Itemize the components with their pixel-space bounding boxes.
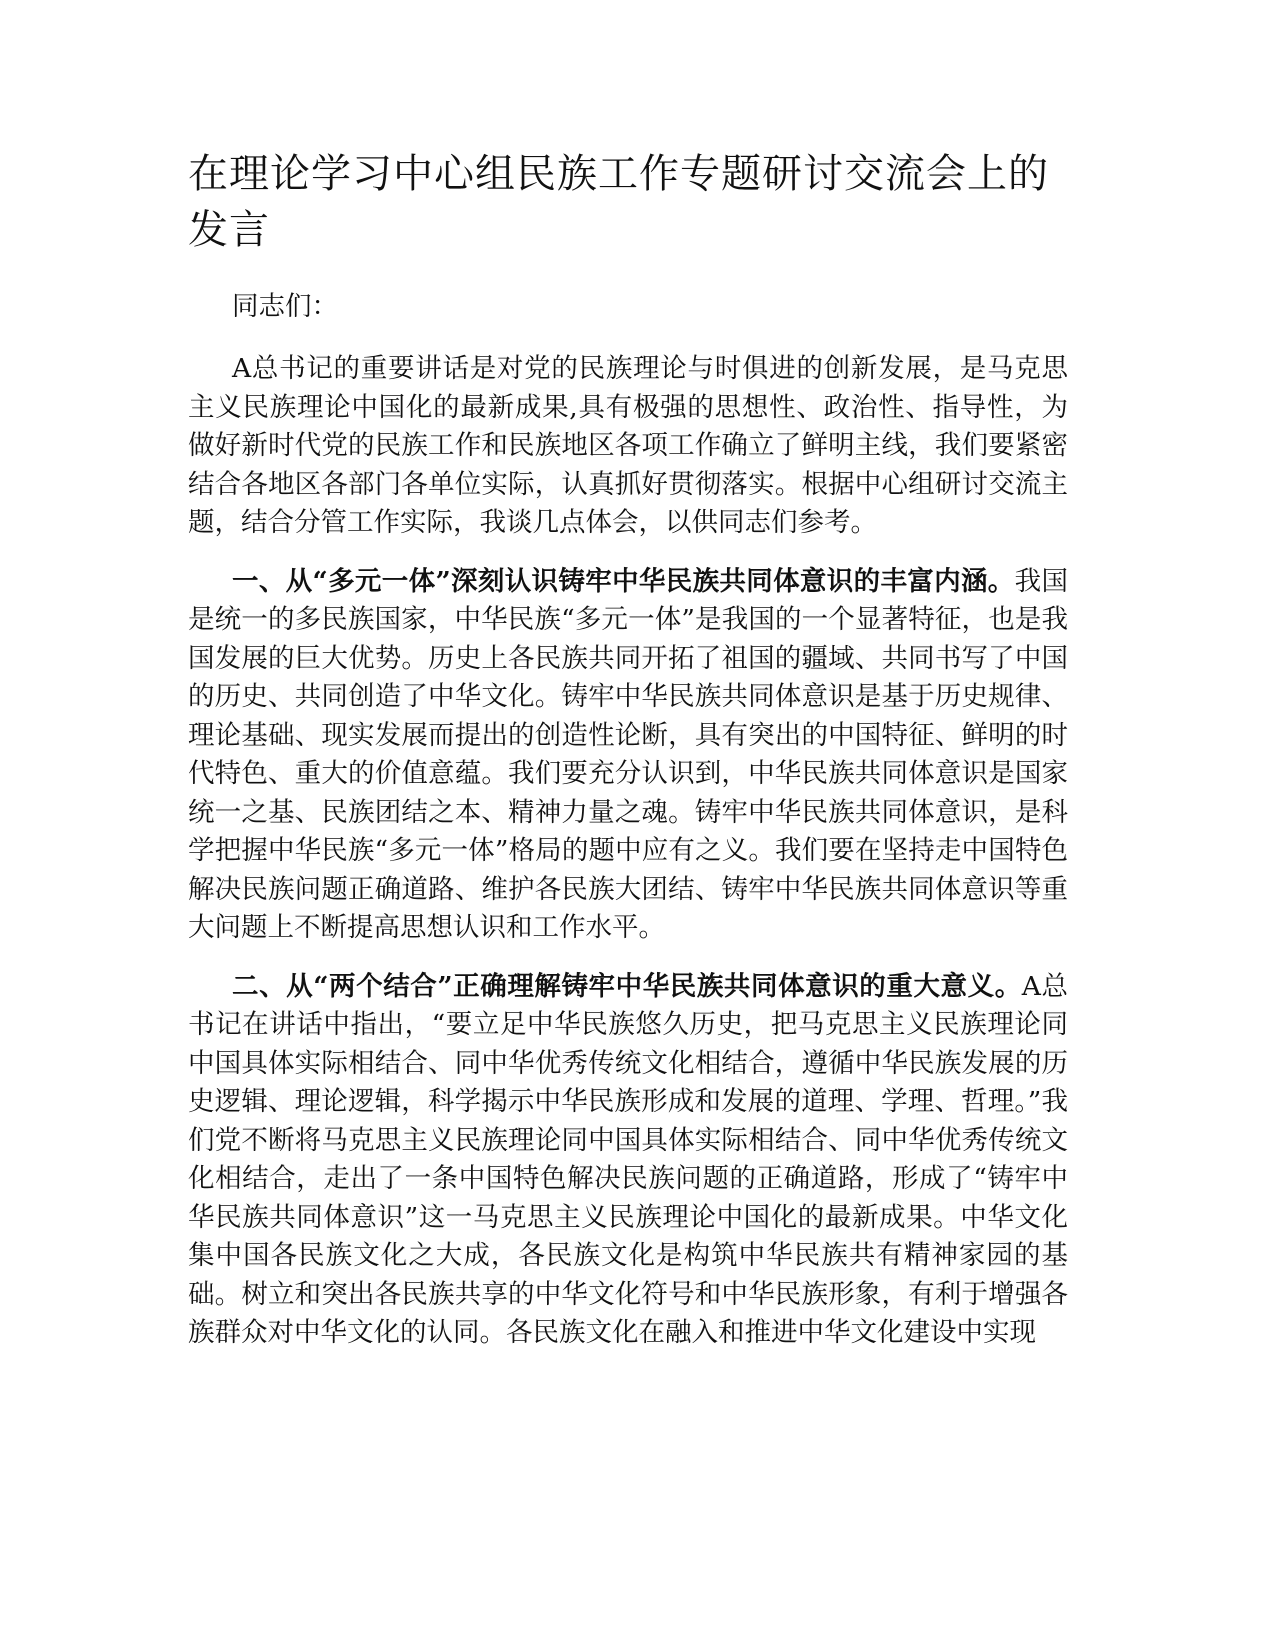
section-two-heading: 二、从“两个结合”正确理解铸牢中华民族共同体意识的重大意义。 — [232, 970, 1022, 1002]
document-title: 在理论学习中心组民族工作专题研讨交流会上的发言 — [188, 151, 1049, 253]
section-one-body: 我国是统一的多民族国家，中华民族“多元一体”是我国的一个显著特征，也是我国发展的巨大优势。历史上各民族共同开拓了祖国的疆域、共同书写了中国的历史、共同创造了中华文化。铸牢中华民族共同体意识是基于历史规律、理论基础、现实发展而提出的创造性论断，具有突出的中国特征、鲜明的时代特色、重大的价值意蕴。我们要充分认识到，中华民族共同体意识是国家统一之基、民族团结之本、精神力量之魂。铸牢中华民族共同体意识，是科学把握中华民族“多元一体”格局的题中应有之义。我们要在坚持走中国特色解决民族问题正确道路、维护各民族大团结、铸牢中华民族共同体意识等重大问题上不断提高思想认识和工作水平。 — [188, 565, 1068, 943]
salutation: 同志们： — [232, 291, 338, 322]
section-two-body: A总书记在讲话中指出，“要立足中华民族悠久历史，把马克思主义民族理论同中国具体实际相结合、同中华优秀传统文化相结合，遵循中华民族发展的历史逻辑、理论逻辑，科学揭示中华民族形成和发展的道理、学理、哲理。”我们党不断将马克思主义民族理论同中国具体实际相结合、同中华优秀传统文化相结合，走出了一条中国特色解决民族问题的正确道路，形成了“铸牢中华民族共同体意识”这一马克思主义民族理论中国化的最新成果。中华文化集中国各民族文化之大成，各民族文化是构筑中华民族共有精神家园的基础。树立和突出各民族共享的中华文化符号和中华民族形象，有利于增强各族群众对中华文化的认同。各民族文化在融入和推进中华文化建设中实现 — [188, 970, 1068, 1348]
document-content — [188, 146, 1068, 1353]
section-one-heading: 一、从“多元一体”深刻认识铸牢中华民族共同体意识的丰富内涵。 — [232, 565, 1015, 597]
section-one-paragraph — [188, 563, 1068, 948]
intro-paragraph: A总书记的重要讲话是对党的民族理论与时俱进的创新发展，是马克思主义民族理论中国化的最新成果,具有极强的思想性、政治性、指导性，为做好新时代党的民族工作和民族地区各项工作确立了鲜明主线，我们要紧密结合各地区各部门各单位实际，认真抓好贯彻落实。根据中心组研讨交流主题，结合分管工作实际，我谈几点体会，以供同志们参考。 — [188, 353, 1068, 538]
section-two-paragraph — [188, 968, 1068, 1353]
